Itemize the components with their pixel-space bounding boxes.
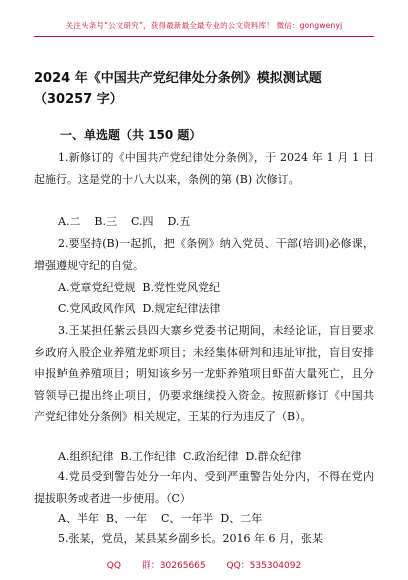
question-2: 2.要坚持(B)一起抓，把《条例》纳入党员、干部(培训)必修课，增强遵规守纪的自觉。 [34, 237, 374, 272]
question-3-options: A.组织纪律 B.工作纪律 C.政治纪律 D.群众纪律 [58, 450, 302, 463]
question-1: 1.新修订的《中国共产党纪律处分条例》，于 2024 年 1 月 1 日起施行。这是党的十八大以来，条例的第 (B) 次修订。 [34, 151, 374, 186]
section-heading: 一、单选题（共 150 题） [60, 128, 202, 142]
footer-qq: QQ：535304092 [226, 561, 302, 571]
question-1-options: A.二 B.三 C.四 D.五 [58, 215, 191, 228]
question-4: 4.党员受到警告处分一年内、受到严重警告处分内，不得在党内提拔职务或者进一步使用。（C） [34, 470, 374, 505]
question-2-options-1: A.党章党纪党规 B.党性党风党纪 [58, 281, 221, 294]
document-title: 2024 年《中国共产党纪律处分条例》模拟测试题（30257 字） [34, 71, 322, 107]
footer-qq-group: QQ 群：30265665 [106, 561, 206, 571]
question-2-options-2: C.党风政风作风 D.规定纪律法律 [58, 302, 221, 315]
header-banner: 关注头条号“公文研究”，获得最新最全最专业的公文资料库！ 微信：gongwenyj [65, 21, 343, 30]
question-4-options: A、半年 B、一年 C、一年半 D、二年 [58, 512, 263, 525]
question-3: 3.王某担任紫云县四大寨乡党委书记期间，未经论证，盲目要求乡政府入股企业养殖龙虾项目；未经集体研判和违址审批，盲目安排申报鲈鱼养殖项目；明知该乡另一龙虾养殖项目虾苗大量死亡，且分管领导已提出终止项目，仍要求继续投入资金。按照新修订《中国共产党纪律处分条例》相关规定，王某的行为违反了（B）。 [34, 324, 374, 423]
header-divider [34, 36, 374, 37]
footer-contacts [0, 558, 408, 571]
question-5: 5.张某，党员，某县某乡副乡长。2016 年 6 月，张某 [58, 532, 323, 545]
